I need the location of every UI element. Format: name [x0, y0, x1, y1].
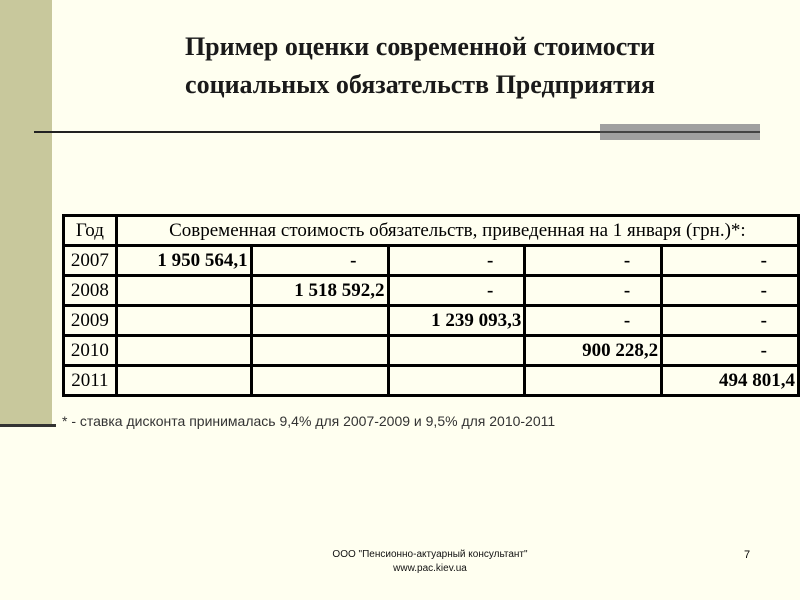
footer-company: ООО "Пенсионно-актуарный консультант" — [332, 549, 528, 560]
table-cell — [116, 366, 251, 396]
table-cell: - — [662, 246, 799, 276]
table-cell: - — [525, 276, 662, 306]
title-divider — [34, 131, 600, 133]
table-cell: 1 950 564,1 — [116, 246, 251, 276]
value-header: Современная стоимость обязательств, приведенная на 1 января (грн.)*: — [116, 216, 798, 246]
table-cell — [388, 366, 525, 396]
title-divider-accent-line — [600, 131, 760, 133]
table-row — [64, 246, 799, 276]
table-row — [64, 276, 799, 306]
table-cell: - — [388, 246, 525, 276]
row-year: 2007 — [64, 246, 117, 276]
table-cell — [525, 366, 662, 396]
row-year: 2009 — [64, 306, 117, 336]
table-cell: - — [388, 276, 525, 306]
liability-table — [62, 214, 800, 397]
left-accent-line — [0, 424, 56, 427]
slide-title — [110, 28, 730, 104]
row-year: 2008 — [64, 276, 117, 306]
left-accent-bar — [0, 0, 52, 424]
table-cell — [251, 366, 388, 396]
discount-rate-footnote: * - ставка дисконта принималась 9,4% для 2007-2009 и 9,5% для 2010-2011 — [62, 413, 556, 429]
table-cell: 494 801,4 — [662, 366, 799, 396]
table-header-row — [64, 216, 799, 246]
table-cell — [251, 336, 388, 366]
table-row — [64, 336, 799, 366]
table-cell — [116, 306, 251, 336]
page-number: 7 — [744, 549, 751, 561]
table-cell: 900 228,2 — [525, 336, 662, 366]
footer-website: www.pac.kiev.ua — [393, 563, 467, 574]
row-year: 2010 — [64, 336, 117, 366]
title-line-2: социальных обязательств Предприятия — [185, 70, 655, 99]
year-header: Год — [64, 216, 117, 246]
footer — [280, 548, 580, 576]
table-cell: 1 518 592,2 — [251, 276, 388, 306]
table-cell — [116, 336, 251, 366]
table-cell: 1 239 093,3 — [388, 306, 525, 336]
table-cell: - — [251, 246, 388, 276]
table-cell: - — [525, 246, 662, 276]
row-year: 2011 — [64, 366, 117, 396]
table-cell: - — [662, 336, 799, 366]
table-row — [64, 366, 799, 396]
table-cell — [116, 276, 251, 306]
title-line-1: Пример оценки современной стоимости — [184, 32, 656, 61]
table-cell — [251, 306, 388, 336]
table-cell: - — [662, 306, 799, 336]
table-cell — [388, 336, 525, 366]
table-row — [64, 306, 799, 336]
table-cell: - — [525, 306, 662, 336]
table-cell: - — [662, 276, 799, 306]
